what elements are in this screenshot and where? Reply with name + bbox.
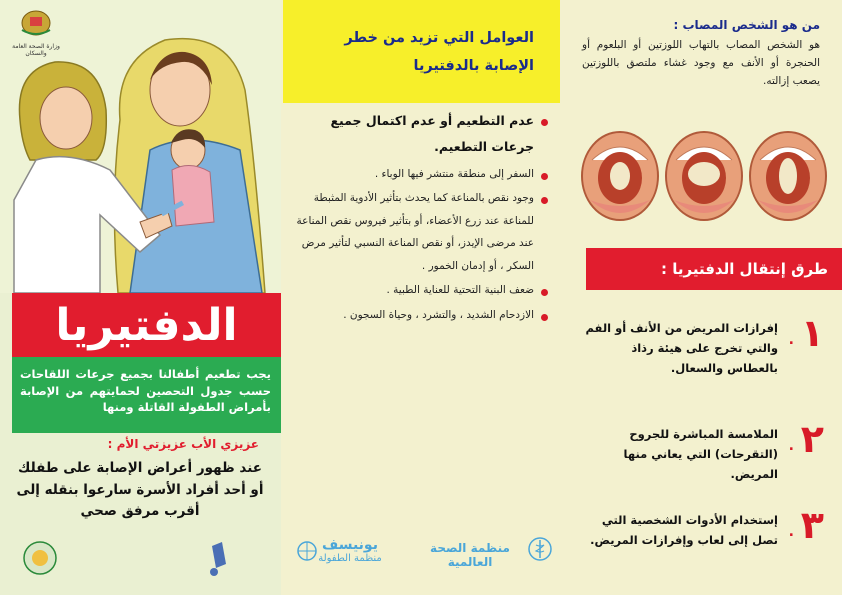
routes-banner — [586, 248, 842, 290]
left-panel — [0, 0, 281, 595]
who-emblem-icon — [528, 537, 552, 561]
middle-panel — [281, 0, 562, 595]
list-item — [295, 108, 548, 161]
factor-text: ضعف البنية التحتية للعناية الطبية . — [386, 284, 534, 297]
risk-heading-line1: العوامل التي تزيد من خطر — [344, 29, 534, 46]
factor-text: وجود نقص بالمناعة كما يحدث بتأثير الأدوية المثبطة للمناعة عند زرع الأعضاء، أو بتأثير فيروس نقص المناعة عند مرضى الإيدز، أو نقص المناعة النسبي لتأثير مرض السكر ، أو إدمان الخمور . — [296, 192, 534, 272]
ministry-logo — [6, 8, 66, 57]
list-item — [295, 163, 548, 186]
title-banner — [12, 293, 281, 357]
parent-message: عند ظهور أعراض الإصابة على طفلك أو أحد أفراد الأسرة سارعوا بنقله إلى أقرب مرفق صحي — [16, 460, 264, 520]
route-text: الملامسة المباشرة للجروح (التقرحات) التي يعاني منها المريض. — [623, 427, 778, 482]
list-item — [580, 417, 824, 484]
route-number: ٣ — [800, 503, 824, 547]
throat-image-2 — [666, 132, 742, 220]
left-logos — [0, 528, 281, 595]
risk-factors-header — [283, 0, 560, 103]
mother-child-vaccination-illustration — [0, 0, 281, 293]
bullet-icon — [541, 119, 548, 126]
route-text: إفرازات المريض من الأنف أو الفم والتي تخرج على هيئة رذاذ بالعطاس والسعال. — [585, 321, 778, 376]
throat-images — [578, 130, 830, 228]
factor-text: عدم التطعيم أو عدم اكتمال جميع جرعات التطعيم. — [330, 113, 534, 155]
factor-text: السفر إلى منطقة منتشر فيها الوباء . — [374, 167, 534, 180]
unicef-globe-icon — [297, 541, 317, 561]
bullet-icon — [541, 197, 548, 204]
throat-illustrations — [578, 130, 830, 228]
unicef-name: يونيسف — [322, 537, 378, 553]
unicef-logo — [305, 537, 395, 564]
bullet-icon — [541, 314, 548, 321]
risk-factors-list — [295, 108, 548, 328]
list-item — [295, 187, 548, 277]
program-logos — [0, 528, 281, 595]
who-name: منظمة الصحة العالمية — [430, 541, 510, 569]
throat-image-1 — [582, 132, 658, 220]
route-number: ١ — [800, 311, 824, 355]
bullet-icon — [541, 289, 548, 296]
bullet-icon: . — [788, 524, 794, 540]
infected-person-text: هو الشخص المصاب بالتهاب اللوزتين أو البلعوم أو الحنجرة أو الأنف مع وجود غشاء ملتصق باللوزتين يصعب إزالته. — [582, 39, 820, 88]
bullet-icon — [541, 173, 548, 180]
list-item — [580, 311, 824, 378]
yemen-emblem-icon — [19, 8, 53, 38]
bullet-icon: . — [788, 438, 794, 454]
who-logo — [418, 537, 548, 569]
partner-logos — [281, 525, 562, 595]
vaccine-program-logo-icon — [212, 542, 226, 568]
list-item — [295, 304, 548, 327]
parent-heading: عزيزي الأب عزيزتي الأم : — [107, 437, 259, 451]
throat-image-3 — [750, 132, 826, 220]
list-item — [580, 503, 824, 550]
routes-heading: طرق إنتقال الدفتيريا : — [661, 260, 828, 278]
list-item — [295, 279, 548, 302]
unicef-subtitle: منظمة الطفولة — [318, 553, 382, 564]
risk-heading-line2: الإصابة بالدفتيريا — [413, 57, 534, 74]
route-text: إستخدام الأدوات الشخصية التي تصل إلى لعاب وإفرازات المريض. — [590, 513, 778, 548]
main-title: الدفتيريا — [55, 299, 238, 351]
ministry-name: وزارة الصحة العامة والسكان — [12, 43, 60, 57]
bullet-icon: . — [788, 332, 794, 348]
route-number: ٢ — [800, 417, 824, 461]
right-panel — [562, 0, 842, 595]
vaccination-message: يجب تطعيم أطفالنا بجميع جرعات اللقاحات حسب جدول التحصين لحمايتهم من الإصابة بأمراض الطفولة القاتلة ومنها — [12, 357, 281, 433]
infected-person-heading: من هو الشخص المصاب : — [673, 18, 820, 32]
factor-text: الازدحام الشديد ، والتشرد ، وحياة السجون . — [343, 308, 534, 321]
